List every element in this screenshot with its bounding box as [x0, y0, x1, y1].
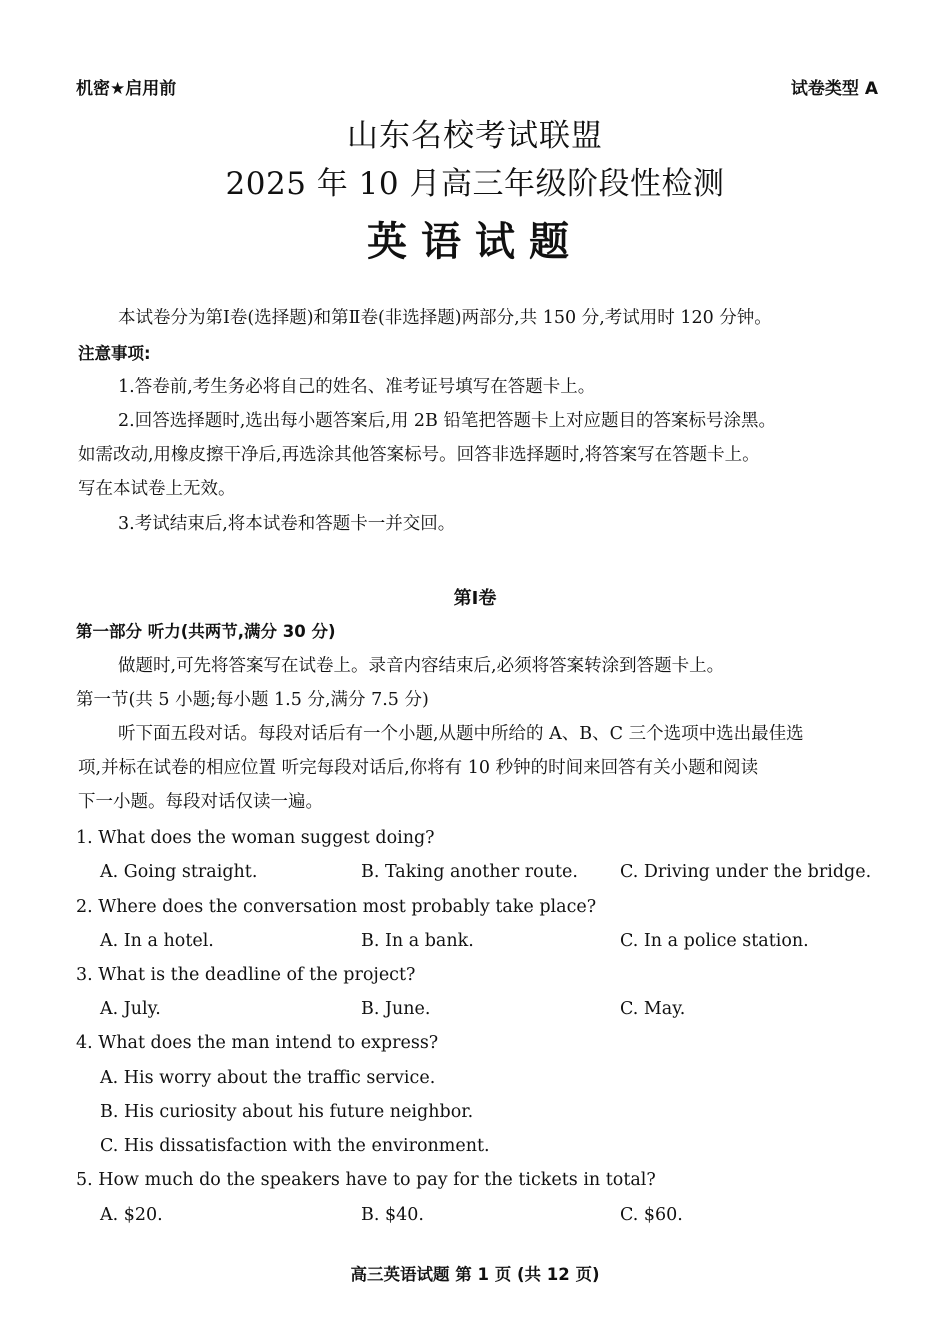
intro-text: 本试卷分为第Ⅰ卷(选择题)和第Ⅱ卷(非选择题)两部分,共 150 分,考试用时 120 分钟。 [118, 308, 772, 328]
question-1-option-c: C. Driving under the bridge. [620, 862, 872, 882]
question-3-stem: 3. What is the deadline of the project? [76, 965, 416, 985]
note-item-2-line-3: 写在本试卷上无效。 [78, 479, 236, 499]
question-2-option-b: B. In a bank. [361, 931, 474, 951]
exam-organizer-title: 山东名校考试联盟 [347, 118, 603, 154]
question-1-option-b: B. Taking another route. [361, 862, 578, 882]
question-4-option-a: A. His worry about the traffic service. [100, 1068, 436, 1088]
note-item-3: 3.考试结束后,将本试卷和答题卡一并交回。 [118, 514, 456, 534]
notes-heading: 注意事项: [78, 344, 151, 363]
note-item-2-line-2: 如需改动,用橡皮擦干净后,再选涂其他答案标号。回答非选择题时,将答案写在答题卡上。 [78, 445, 760, 465]
part1-title: 第一部分 听力(共两节,满分 30 分) [76, 622, 336, 641]
question-3-option-a: A. July. [100, 999, 161, 1019]
question-4-option-c: C. His dissatisfaction with the environment. [100, 1136, 490, 1156]
confidential-label: 机密★启用前 [76, 79, 177, 99]
paper-type-label: 试卷类型 A [790, 79, 878, 99]
section1-instructions-line-1: 听下面五段对话。每段对话后有一个小题,从题中所给的 A、B、C 三个选项中选出最佳选 [118, 724, 804, 744]
question-4-stem: 4. What does the man intend to express? [76, 1033, 439, 1053]
note-item-2-line-1: 2.回答选择题时,选出每小题答案后,用 2B 铅笔把答题卡上对应题目的答案标号涂黑。 [118, 411, 776, 431]
question-5-option-a: A. $20. [100, 1205, 163, 1225]
part1-instructions: 做题时,可先将答案写在试卷上。录音内容结束后,必须将答案转涂到答题卡上。 [118, 656, 725, 676]
subject-title: 英语试题 [367, 219, 583, 265]
question-5-stem: 5. How much do the speakers have to pay for the tickets in total? [76, 1170, 656, 1190]
question-3-option-b: B. June. [361, 999, 431, 1019]
section1-instructions-line-2: 项,并标在试卷的相应位置 听完每段对话后,你将有 10 秒钟的时间来回答有关小题和阅读 [78, 758, 759, 778]
exam-session-title: 2025 年 10 月高三年级阶段性检测 [225, 166, 725, 202]
section1-title: 第一节(共 5 小题;每小题 1.5 分,满分 7.5 分) [76, 690, 429, 710]
page-footer: 高三英语试题 第 1 页 (共 12 页) [350, 1265, 600, 1284]
section1-instructions-line-3: 下一小题。每段对话仅读一遍。 [78, 792, 323, 812]
question-5-option-b: B. $40. [361, 1205, 424, 1225]
question-1-stem: 1. What does the woman suggest doing? [76, 828, 435, 848]
question-5-option-c: C. $60. [620, 1205, 683, 1225]
question-3-option-c: C. May. [620, 999, 686, 1019]
question-4-option-b: B. His curiosity about his future neighbor. [100, 1102, 474, 1122]
question-2-option-a: A. In a hotel. [100, 931, 214, 951]
note-item-1: 1.答卷前,考生务必将自己的姓名、准考证号填写在答题卡上。 [118, 377, 596, 397]
question-2-stem: 2. Where does the conversation most probably take place? [76, 897, 597, 917]
question-1-option-a: A. Going straight. [100, 862, 258, 882]
volume-heading: 第Ⅰ卷 [453, 588, 497, 609]
question-2-option-c: C. In a police station. [620, 931, 809, 951]
